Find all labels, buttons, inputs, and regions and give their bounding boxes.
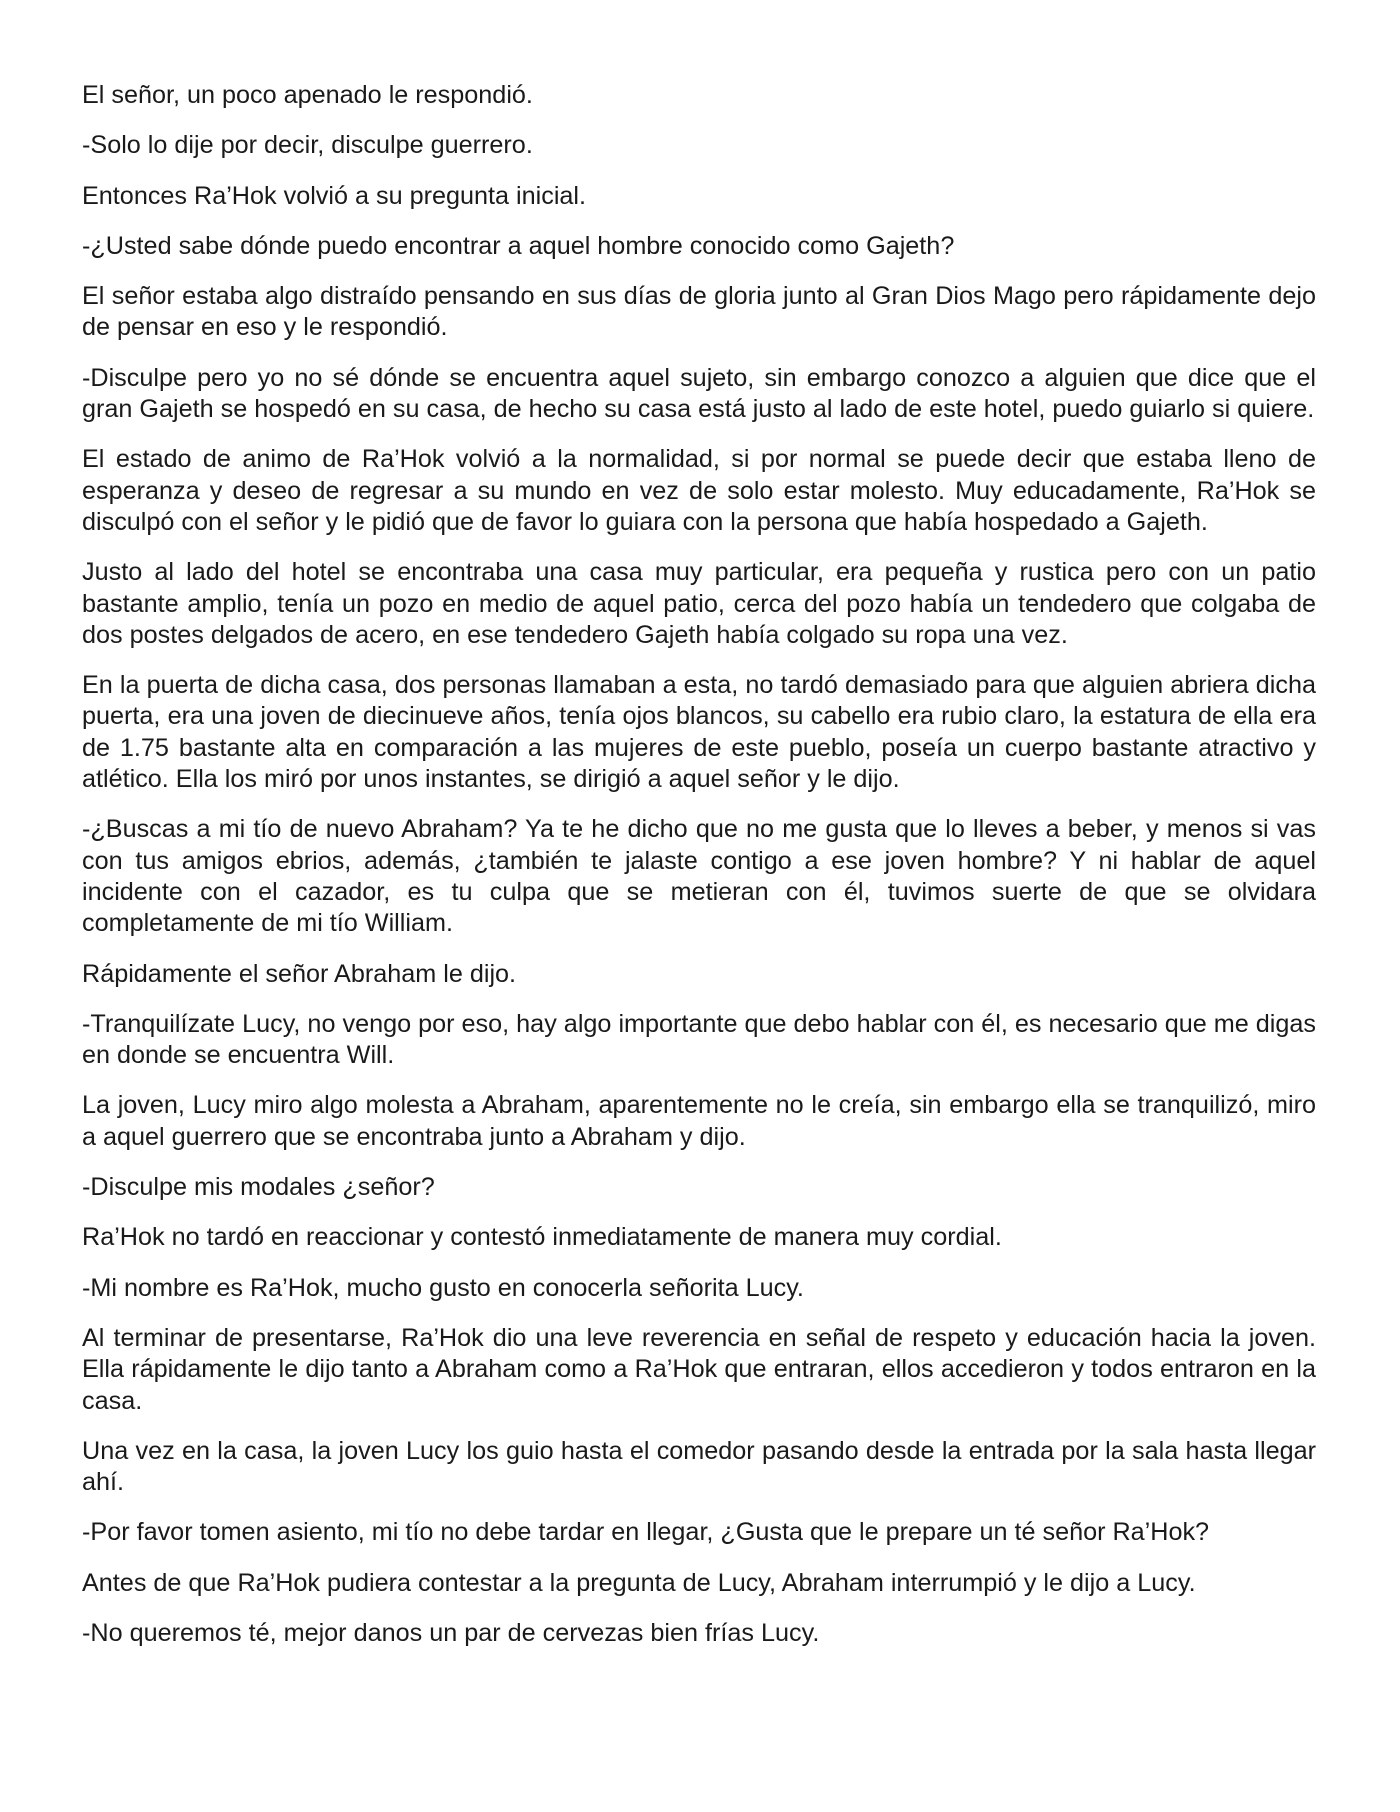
paragraph: Ra’Hok no tardó en reaccionar y contestó inmediatamente de manera muy cordial. (82, 1223, 1002, 1252)
paragraph: -Solo lo dije por decir, disculpe guerrero. (82, 131, 533, 160)
paragraph: La joven, Lucy miro algo molesta a Abraham, aparentemente no le creía, sin embargo ella se tranquilizó, miro a aquel guerrero que se encontraba junto a Abraham y dijo. (82, 1091, 1316, 1151)
paragraph: -Mi nombre es Ra’Hok, mucho gusto en conocerla señorita Lucy. (82, 1273, 804, 1302)
paragraph: Una vez en la casa, la joven Lucy los guio hasta el comedor pasando desde la entrada por la sala hasta llegar ahí. (82, 1436, 1316, 1497)
paragraph: -Disculpe pero yo no sé dónde se encuentra aquel sujeto, sin embargo conozco a alguien que dice que el gran Gajeth se hospedó en su casa, de hecho su casa está justo al lado de este hotel, puedo guiarlo si quiere. (82, 363, 1316, 424)
paragraph: En la puerta de dicha casa, dos personas llamaban a esta, no tardó demasiado para que alguien abriera dicha puerta, era una joven de diecinueve años, tenía ojos blancos, su cabello era rubio claro, la estatura de ella era de 1.75 bastante alta en comparación a las mujeres de este pueblo, poseía un cuerpo bastante atractivo y atlético. Ella los miró por unos instantes, se dirigió a aquel señor y le dijo. (82, 671, 1316, 794)
paragraph: -¿Usted sabe dónde puedo encontrar a aquel hombre conocido como Gajeth? (82, 231, 955, 260)
paragraph: -No queremos té, mejor danos un par de cervezas bien frías Lucy. (82, 1618, 820, 1647)
paragraph: Al terminar de presentarse, Ra’Hok dio una leve reverencia en señal de respeto y educación hacia la joven. Ella rápidamente le dijo tanto a Abraham como a Ra’Hok que entraran, ellos accedieron y todos entraron en la casa. (82, 1323, 1316, 1415)
paragraph: Justo al lado del hotel se encontraba una casa muy particular, era pequeña y rustica pero con un patio bastante amplio, tenía un pozo en medio de aquel patio, cerca del pozo había un tendedero que colgaba de dos postes delgados de acero, en ese tendedero Gajeth había colgado su ropa una vez. (82, 558, 1316, 649)
paragraph: Rápidamente el señor Abraham le dijo. (82, 959, 517, 988)
paragraph: -¿Buscas a mi tío de nuevo Abraham? Ya te he dicho que no me gusta que lo lleves a beber, y menos si vas con tus amigos ebrios, además, ¿también te jalaste contigo a ese joven hombre? Y ni hablar de aquel incidente con el cazador, es tu culpa que se metieran con él, tuvimos suerte de que se olvidara completamente de mi tío William. (82, 815, 1316, 938)
paragraph: El estado de animo de Ra’Hok volvió a la normalidad, si por normal se puede decir que estaba lleno de esperanza y deseo de regresar a su mundo en vez de solo estar molesto. Muy educadamente, Ra’Hok se disculpó con el señor y le pidió que de favor lo guiara con la persona que había hospedado a Gajeth. (82, 445, 1316, 536)
document-page (82, 80, 1316, 1668)
paragraph: Entonces Ra’Hok volvió a su pregunta inicial. (82, 181, 587, 210)
paragraph: El señor estaba algo distraído pensando en sus días de gloria junto al Gran Dios Mago pero rápidamente dejo de pensar en eso y le respondió. (82, 282, 1316, 342)
paragraph: -Tranquilízate Lucy, no vengo por eso, hay algo importante que debo hablar con él, es necesario que me digas en donde se encuentra Will. (82, 1009, 1316, 1070)
paragraph: -Disculpe mis modales ¿señor? (82, 1173, 435, 1202)
paragraph: El señor, un poco apenado le respondió. (82, 81, 533, 109)
paragraph: Antes de que Ra’Hok pudiera contestar a la pregunta de Lucy, Abraham interrumpió y le dijo a Lucy. (82, 1568, 1196, 1597)
paragraph: -Por favor tomen asiento, mi tío no debe tardar en llegar, ¿Gusta que le prepare un té señor Ra’Hok? (82, 1518, 1210, 1547)
